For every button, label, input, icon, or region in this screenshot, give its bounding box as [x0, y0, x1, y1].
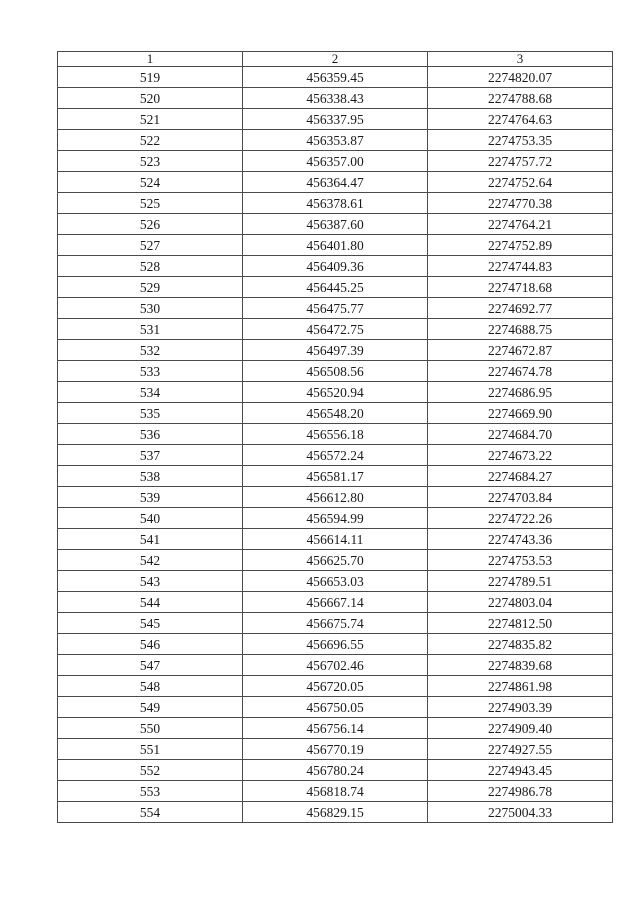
point-number-cell: 533: [58, 361, 243, 382]
x-coordinate-cell: 456675.74: [243, 613, 428, 634]
y-coordinate-cell: 2274839.68: [428, 655, 613, 676]
point-number-cell: 540: [58, 508, 243, 529]
x-coordinate-cell: 456614.11: [243, 529, 428, 550]
point-number-cell: 531: [58, 319, 243, 340]
point-number-cell: 538: [58, 466, 243, 487]
x-coordinate-cell: 456548.20: [243, 403, 428, 424]
point-number-cell: 554: [58, 802, 243, 823]
x-coordinate-cell: 456556.18: [243, 424, 428, 445]
table-row: [58, 361, 613, 382]
point-number-cell: 543: [58, 571, 243, 592]
x-coordinate-cell: 456475.77: [243, 298, 428, 319]
x-coordinate-cell: 456770.19: [243, 739, 428, 760]
point-number-cell: 524: [58, 172, 243, 193]
point-number-cell: 547: [58, 655, 243, 676]
x-coordinate-cell: 456337.95: [243, 109, 428, 130]
y-coordinate-cell: 2274835.82: [428, 634, 613, 655]
point-number-cell: 528: [58, 256, 243, 277]
y-coordinate-cell: 2274757.72: [428, 151, 613, 172]
table-body: [58, 67, 613, 823]
point-number-cell: 519: [58, 67, 243, 88]
table-row: [58, 571, 613, 592]
y-coordinate-cell: 2274703.84: [428, 487, 613, 508]
table-row: [58, 739, 613, 760]
y-coordinate-cell: 2274903.39: [428, 697, 613, 718]
x-coordinate-cell: 456572.24: [243, 445, 428, 466]
y-coordinate-cell: 2274803.04: [428, 592, 613, 613]
column-header-3: 3: [428, 52, 613, 67]
x-coordinate-cell: 456581.17: [243, 466, 428, 487]
point-number-cell: 548: [58, 676, 243, 697]
y-coordinate-cell: 2274718.68: [428, 277, 613, 298]
y-coordinate-cell: 2274673.22: [428, 445, 613, 466]
table-row: [58, 445, 613, 466]
point-number-cell: 542: [58, 550, 243, 571]
y-coordinate-cell: 2274752.89: [428, 235, 613, 256]
table-row: [58, 718, 613, 739]
table-row: [58, 529, 613, 550]
x-coordinate-cell: 456409.36: [243, 256, 428, 277]
y-coordinate-cell: 2274812.50: [428, 613, 613, 634]
point-number-cell: 549: [58, 697, 243, 718]
point-number-cell: 525: [58, 193, 243, 214]
y-coordinate-cell: 2274744.83: [428, 256, 613, 277]
point-number-cell: 520: [58, 88, 243, 109]
header-row: [58, 52, 613, 67]
table-row: [58, 592, 613, 613]
y-coordinate-cell: 2274764.63: [428, 109, 613, 130]
point-number-cell: 539: [58, 487, 243, 508]
x-coordinate-cell: 456780.24: [243, 760, 428, 781]
table-row: [58, 802, 613, 823]
point-number-cell: 529: [58, 277, 243, 298]
table-row: [58, 634, 613, 655]
table-row: [58, 760, 613, 781]
x-coordinate-cell: 456653.03: [243, 571, 428, 592]
point-number-cell: 541: [58, 529, 243, 550]
y-coordinate-cell: 2274669.90: [428, 403, 613, 424]
x-coordinate-cell: 456508.56: [243, 361, 428, 382]
y-coordinate-cell: 2274753.53: [428, 550, 613, 571]
x-coordinate-cell: 456720.05: [243, 676, 428, 697]
x-coordinate-cell: 456445.25: [243, 277, 428, 298]
point-number-cell: 553: [58, 781, 243, 802]
table-row: [58, 550, 613, 571]
table-row: [58, 235, 613, 256]
point-number-cell: 522: [58, 130, 243, 151]
coordinates-table: [57, 51, 613, 823]
y-coordinate-cell: 2274986.78: [428, 781, 613, 802]
x-coordinate-cell: 456387.60: [243, 214, 428, 235]
y-coordinate-cell: 2274688.75: [428, 319, 613, 340]
table-row: [58, 193, 613, 214]
point-number-cell: 550: [58, 718, 243, 739]
point-number-cell: 530: [58, 298, 243, 319]
table-row: [58, 424, 613, 445]
x-coordinate-cell: 456818.74: [243, 781, 428, 802]
y-coordinate-cell: 2274684.27: [428, 466, 613, 487]
y-coordinate-cell: 2274684.70: [428, 424, 613, 445]
x-coordinate-cell: 456353.87: [243, 130, 428, 151]
table-header: [58, 52, 613, 67]
x-coordinate-cell: 456338.43: [243, 88, 428, 109]
y-coordinate-cell: 2274789.51: [428, 571, 613, 592]
x-coordinate-cell: 456497.39: [243, 340, 428, 361]
table-row: [58, 277, 613, 298]
table-row: [58, 172, 613, 193]
table-row: [58, 403, 613, 424]
table-row: [58, 214, 613, 235]
point-number-cell: 527: [58, 235, 243, 256]
x-coordinate-cell: 456750.05: [243, 697, 428, 718]
table-row: [58, 109, 613, 130]
column-header-2: 2: [243, 52, 428, 67]
table-row: [58, 613, 613, 634]
table-row: [58, 382, 613, 403]
table-row: [58, 676, 613, 697]
table-row: [58, 781, 613, 802]
y-coordinate-cell: 2274909.40: [428, 718, 613, 739]
table-row: [58, 256, 613, 277]
y-coordinate-cell: 2274722.26: [428, 508, 613, 529]
x-coordinate-cell: 456520.94: [243, 382, 428, 403]
x-coordinate-cell: 456696.55: [243, 634, 428, 655]
x-coordinate-cell: 456359.45: [243, 67, 428, 88]
column-header-1: 1: [58, 52, 243, 67]
x-coordinate-cell: 456829.15: [243, 802, 428, 823]
x-coordinate-cell: 456401.80: [243, 235, 428, 256]
x-coordinate-cell: 456756.14: [243, 718, 428, 739]
point-number-cell: 552: [58, 760, 243, 781]
y-coordinate-cell: 2274672.87: [428, 340, 613, 361]
x-coordinate-cell: 456625.70: [243, 550, 428, 571]
table-row: [58, 67, 613, 88]
table-row: [58, 88, 613, 109]
point-number-cell: 544: [58, 592, 243, 613]
y-coordinate-cell: 2274753.35: [428, 130, 613, 151]
point-number-cell: 534: [58, 382, 243, 403]
point-number-cell: 521: [58, 109, 243, 130]
y-coordinate-cell: 2274743.36: [428, 529, 613, 550]
x-coordinate-cell: 456594.99: [243, 508, 428, 529]
table-row: [58, 151, 613, 172]
table-row: [58, 697, 613, 718]
point-number-cell: 523: [58, 151, 243, 172]
y-coordinate-cell: 2274770.38: [428, 193, 613, 214]
point-number-cell: 537: [58, 445, 243, 466]
x-coordinate-cell: 456702.46: [243, 655, 428, 676]
y-coordinate-cell: 2274692.77: [428, 298, 613, 319]
y-coordinate-cell: 2274820.07: [428, 67, 613, 88]
table-row: [58, 487, 613, 508]
point-number-cell: 535: [58, 403, 243, 424]
table-row: [58, 340, 613, 361]
y-coordinate-cell: 2274861.98: [428, 676, 613, 697]
point-number-cell: 536: [58, 424, 243, 445]
table-row: [58, 508, 613, 529]
x-coordinate-cell: 456357.00: [243, 151, 428, 172]
table-row: [58, 466, 613, 487]
y-coordinate-cell: 2274764.21: [428, 214, 613, 235]
table-row: [58, 298, 613, 319]
y-coordinate-cell: 2274943.45: [428, 760, 613, 781]
y-coordinate-cell: 2274788.68: [428, 88, 613, 109]
point-number-cell: 546: [58, 634, 243, 655]
point-number-cell: 551: [58, 739, 243, 760]
y-coordinate-cell: 2274674.78: [428, 361, 613, 382]
point-number-cell: 545: [58, 613, 243, 634]
point-number-cell: 526: [58, 214, 243, 235]
x-coordinate-cell: 456378.61: [243, 193, 428, 214]
y-coordinate-cell: 2274927.55: [428, 739, 613, 760]
y-coordinate-cell: 2275004.33: [428, 802, 613, 823]
y-coordinate-cell: 2274686.95: [428, 382, 613, 403]
y-coordinate-cell: 2274752.64: [428, 172, 613, 193]
x-coordinate-cell: 456472.75: [243, 319, 428, 340]
x-coordinate-cell: 456612.80: [243, 487, 428, 508]
table-row: [58, 130, 613, 151]
x-coordinate-cell: 456667.14: [243, 592, 428, 613]
point-number-cell: 532: [58, 340, 243, 361]
x-coordinate-cell: 456364.47: [243, 172, 428, 193]
table-row: [58, 655, 613, 676]
table-row: [58, 319, 613, 340]
